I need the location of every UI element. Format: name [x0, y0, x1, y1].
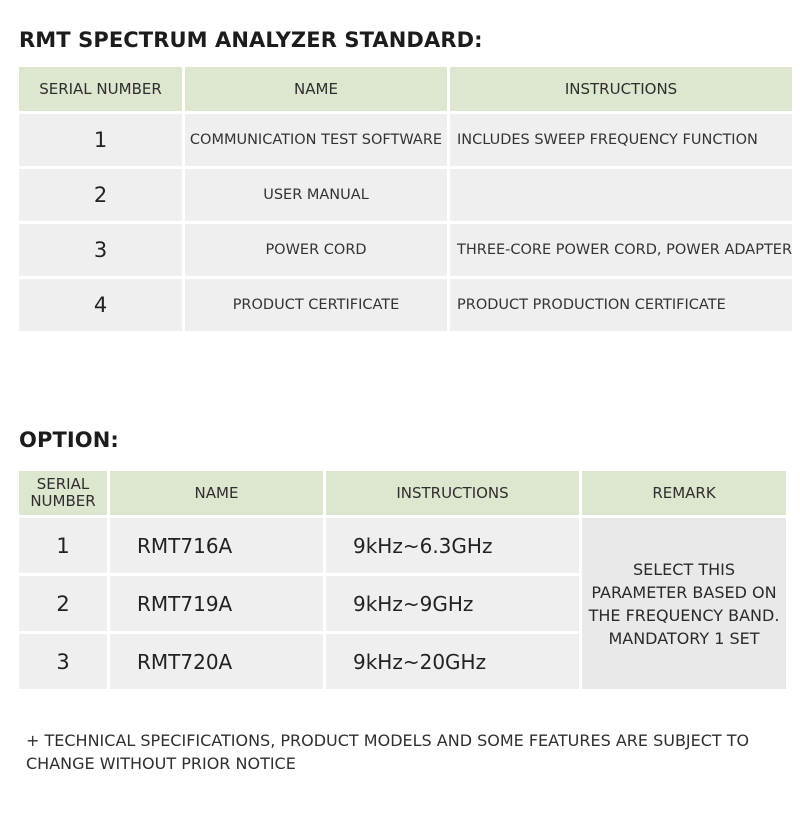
table-row [19, 169, 792, 221]
serial-cell: 2 [19, 169, 182, 221]
standard-title: RMT SPECTRUM ANALYZER STANDARD: [19, 28, 483, 52]
name-cell: POWER CORD [185, 224, 447, 276]
serial-cell: 2 [19, 576, 107, 631]
serial-cell: 1 [19, 518, 107, 573]
serial-cell: 3 [19, 224, 182, 276]
table-row [19, 224, 792, 276]
table-row [19, 518, 786, 573]
header-name: NAME [185, 67, 447, 111]
name-cell: USER MANUAL [185, 169, 447, 221]
serial-cell: 3 [19, 634, 107, 689]
serial-cell: 1 [19, 114, 182, 166]
instructions-cell: INCLUDES SWEEP FREQUENCY FUNCTION [450, 114, 792, 166]
instructions-cell [450, 169, 792, 221]
serial-cell: 4 [19, 279, 182, 331]
header-serial-number: SERIAL NUMBER [19, 471, 107, 515]
option-title: OPTION: [19, 428, 119, 452]
frequency-range-cell: 9kHz~6.3GHz [326, 518, 579, 573]
model-cell: RMT720A [110, 634, 323, 689]
header-instructions: INSTRUCTIONS [450, 67, 792, 111]
model-cell: RMT716A [110, 518, 323, 573]
option-table [16, 468, 789, 692]
frequency-range-cell: 9kHz~20GHz [326, 634, 579, 689]
header-name: NAME [110, 471, 323, 515]
instructions-cell: PRODUCT PRODUCTION CERTIFICATE [450, 279, 792, 331]
remark-cell: SELECT THIS PARAMETER BASED ON THE FREQUENCY BAND. MANDATORY 1 SET [582, 518, 786, 689]
name-cell: PRODUCT CERTIFICATE [185, 279, 447, 331]
footnote: + TECHNICAL SPECIFICATIONS, PRODUCT MODELS AND SOME FEATURES ARE SUBJECT TO CHANGE WITHOUT PRIOR NOTICE [26, 731, 750, 773]
table-row [19, 279, 792, 331]
header-remark: REMARK [582, 471, 786, 515]
model-cell: RMT719A [110, 576, 323, 631]
option-header-row [19, 471, 786, 515]
instructions-cell: THREE-CORE POWER CORD, POWER ADAPTER [450, 224, 792, 276]
name-cell: COMMUNICATION TEST SOFTWARE [185, 114, 447, 166]
standard-header-row [19, 67, 792, 111]
standard-table [16, 64, 795, 334]
frequency-range-cell: 9kHz~9GHz [326, 576, 579, 631]
table-row [19, 114, 792, 166]
header-serial-number: SERIAL NUMBER [19, 67, 182, 111]
header-instructions: INSTRUCTIONS [326, 471, 579, 515]
